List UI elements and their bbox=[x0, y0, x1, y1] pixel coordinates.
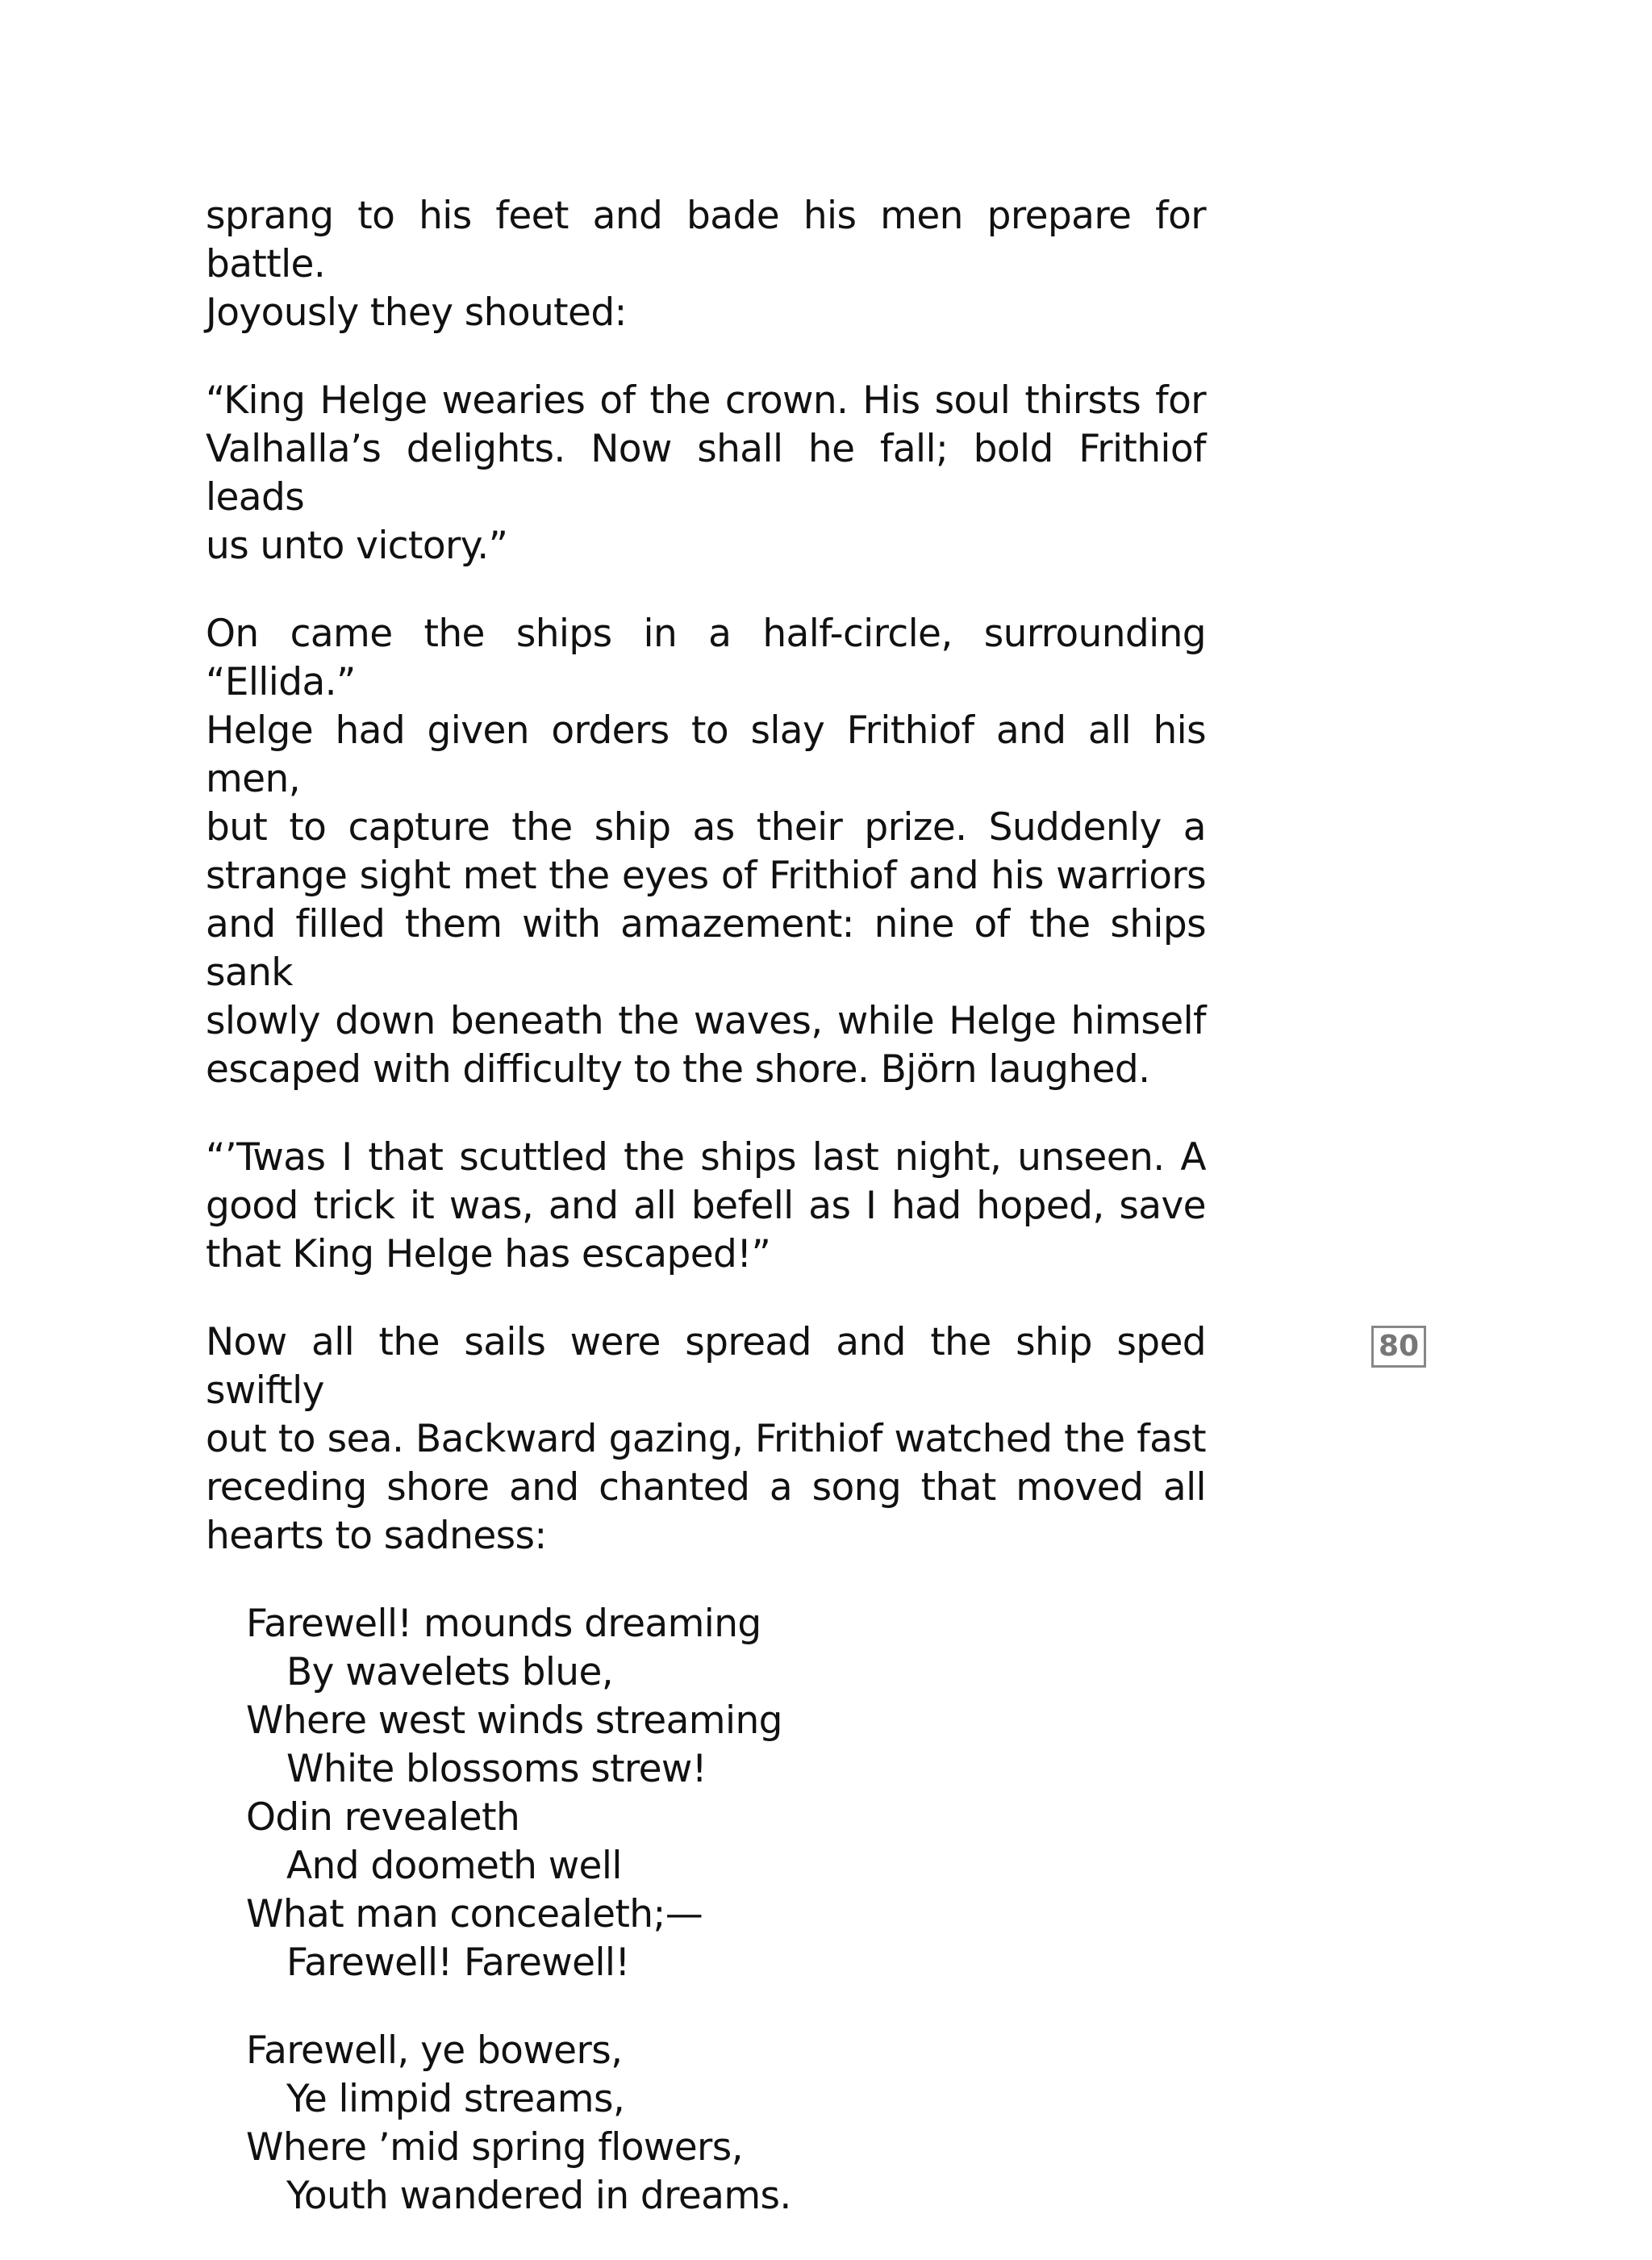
poem-line: By wavelets blue, bbox=[286, 1650, 614, 1694]
text-line: us unto victory.” bbox=[206, 524, 508, 568]
text-line: Joyously they shouted: bbox=[206, 290, 627, 335]
poem-line: What man concealeth;— bbox=[246, 1892, 703, 1936]
text-line: “King Helge wearies of the crown. His soul thirsts for bbox=[206, 378, 1206, 423]
text-line: strange sight met the eyes of Frithiof and his warriors bbox=[206, 854, 1206, 898]
poem-line: Ye limpid streams, bbox=[286, 2077, 625, 2121]
paragraph bbox=[206, 1134, 1206, 1279]
poem-line: Youth wandered in dreams. bbox=[286, 2174, 791, 2218]
poem-line: Farewell, ye bowers, bbox=[246, 2028, 623, 2073]
text-line: On came the ships in a half-circle, surrounding “Ellida.” bbox=[206, 612, 1206, 704]
page-body bbox=[206, 192, 1206, 2260]
text-line: slowly down beneath the waves, while Helge himself bbox=[206, 999, 1206, 1043]
paragraph bbox=[206, 192, 1206, 337]
poem-line: White blossoms strew! bbox=[286, 1747, 707, 1791]
paragraph bbox=[206, 1318, 1206, 1560]
text-line: “’Twas I that scuttled the ships last night, unseen. A bbox=[206, 1135, 1206, 1180]
page-number: 80 bbox=[1371, 1326, 1426, 1368]
poem-line: Where west winds streaming bbox=[246, 1698, 782, 1743]
poem-stanza bbox=[246, 1600, 1206, 1987]
text-line: hearts to sadness: bbox=[206, 1514, 547, 1558]
paragraph bbox=[206, 377, 1206, 570]
text-line: and filled them with amazement: nine of the ships sank bbox=[206, 902, 1206, 995]
poem-line: Farewell! mounds dreaming bbox=[246, 1602, 761, 1646]
poem-line: And doometh well bbox=[286, 1844, 622, 1888]
poem-stanza bbox=[246, 2027, 1206, 2220]
text-line: Now all the sails were spread and the ship sped swiftly bbox=[206, 1320, 1206, 1413]
text-line: escaped with difficulty to the shore. Björn laughed. bbox=[206, 1047, 1150, 1092]
text-line: Valhalla’s delights. Now shall he fall; bold Frithiof leads bbox=[206, 427, 1206, 520]
paragraph bbox=[206, 610, 1206, 1094]
text-line: but to capture the ship as their prize. Suddenly a bbox=[206, 805, 1206, 850]
text-line: good trick it was, and all befell as I had hoped, save bbox=[206, 1184, 1206, 1228]
poem-line: Farewell! Farewell! bbox=[286, 1940, 630, 1985]
text-line: that King Helge has escaped!” bbox=[206, 1232, 771, 1276]
text-line: sprang to his feet and bade his men prepare for battle. bbox=[206, 194, 1206, 286]
poem-line: Odin revealeth bbox=[246, 1795, 520, 1840]
text-line: Helge had given orders to slay Frithiof and all his men, bbox=[206, 708, 1206, 801]
text-line: receding shore and chanted a song that moved all bbox=[206, 1465, 1206, 1510]
poem-line: Where ’mid spring flowers, bbox=[246, 2125, 744, 2170]
text-line: out to sea. Backward gazing, Frithiof watched the fast bbox=[206, 1417, 1206, 1461]
